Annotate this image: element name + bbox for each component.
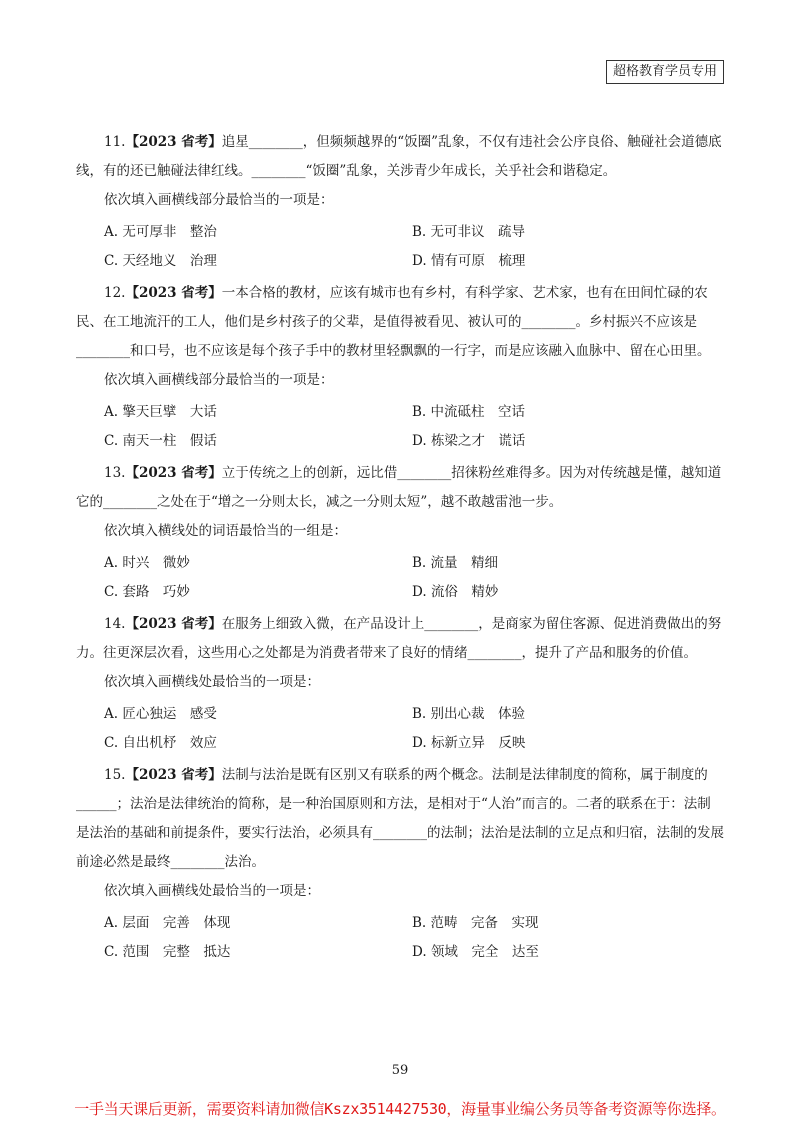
question-number: 14. (104, 616, 126, 632)
option-letter: A. (104, 706, 119, 722)
page-number: 59 (391, 1063, 409, 1078)
question-text: 法制与法治是既有区别又有联系的两个概念。法制是法律制度的简称，属于制度的______；法治是法律统治的简称，是一种治国原则和方法，是相对于“人治”而言的。二者的联系在于：法制是法治的基础和前提条件，要实行法治，必须具有________的法制；法治是法制的立足点和归宿，法制的发展前途必然是最终________法治。 (76, 767, 724, 870)
option-text: 无可厚非 整治 (122, 224, 217, 240)
question-13 (76, 459, 724, 607)
option-text: 无可非议 疏导 (430, 224, 526, 240)
question-prompt: 依次填入画横线部分最恰当的一项是： (104, 192, 334, 208)
option-text: 范围 完整 抵达 (122, 944, 231, 960)
option-d (412, 578, 712, 607)
option-grid (104, 549, 724, 607)
question-tag: 【2023 省考】 (125, 767, 222, 783)
option-text: 匠心独运 感受 (122, 706, 217, 722)
option-text: 套路 巧妙 (122, 584, 190, 600)
question-stem (76, 128, 724, 186)
option-grid (104, 218, 724, 276)
option-a (104, 549, 412, 578)
option-text: 中流砥柱 空话 (430, 404, 526, 420)
option-text: 层面 完善 体现 (122, 915, 231, 931)
question-prompt: 依次填入画横线处最恰当的一项是： (104, 674, 320, 690)
question-stem (76, 279, 724, 366)
option-text: 时兴 微妙 (122, 555, 190, 571)
option-letter: D. (412, 584, 427, 600)
option-letter: C. (104, 944, 119, 960)
question-number: 13. (104, 465, 126, 481)
question-text: 一本合格的教材，应该有城市也有乡村，有科学家、艺术家，也有在田间忙碌的农民、在工地流汗的工人，他们是乡村孩子的父辈，是值得被看见、被认可的________。乡村振兴不应该是________和口号，也不应该是每个孩子手中的教材里轻飘飘的一行字，而是应该融入血脉中、留在心田里。 (76, 285, 711, 359)
question-tag: 【2023 省考】 (125, 616, 222, 632)
option-a (104, 700, 412, 729)
question-stem (76, 459, 724, 517)
option-b (412, 549, 712, 578)
option-grid (104, 909, 724, 967)
option-letter: D. (412, 253, 427, 269)
option-text: 栋梁之才 谎话 (430, 433, 526, 449)
option-letter: B. (412, 224, 427, 240)
option-d (412, 938, 712, 967)
option-letter: B. (412, 404, 427, 420)
option-letter: D. (412, 944, 427, 960)
option-grid (104, 398, 724, 456)
option-letter: A. (104, 555, 119, 571)
option-letter: C. (104, 253, 119, 269)
question-stem (76, 610, 724, 668)
question-text: 在服务上细致入微，在产品设计上________，是商家为留住客源、促进消费做出的努力。往更深层次看，这些用心之处都是为消费者带来了良好的情绪________，提升了产品和服务的价值。 (76, 616, 722, 661)
option-text: 范畴 完备 实现 (430, 915, 539, 931)
question-tag: 【2023 省考】 (125, 134, 222, 150)
option-text: 领域 完全 达至 (430, 944, 539, 960)
option-letter: A. (104, 915, 119, 931)
option-letter: B. (412, 706, 427, 722)
option-letter: C. (104, 433, 119, 449)
question-list (76, 128, 724, 970)
question-text: 追星________，但频频越界的“饭圈”乱象，不仅有违社会公序良俗、触碰社会道德底线，有的还已触碰法律红线。________“饭圈”乱象，关涉青少年成长，关乎社会和谐稳定。 (76, 134, 722, 179)
question-12 (76, 279, 724, 456)
question-number: 15. (104, 767, 126, 783)
option-letter: A. (104, 224, 119, 240)
question-14 (76, 610, 724, 758)
option-b (412, 398, 712, 427)
question-prompt: 依次填入画横线部分最恰当的一项是： (104, 372, 334, 388)
option-letter: B. (412, 555, 427, 571)
option-b (412, 909, 712, 938)
option-c (104, 247, 412, 276)
option-c (104, 729, 412, 758)
exclusive-badge: 超格教育学员专用 (606, 60, 724, 84)
option-a (104, 909, 412, 938)
question-tag: 【2023 省考】 (125, 285, 222, 301)
option-d (412, 427, 712, 456)
option-letter: C. (104, 584, 119, 600)
option-letter: B. (412, 915, 427, 931)
option-letter: D. (412, 735, 427, 751)
option-b (412, 218, 712, 247)
option-text: 擎天巨擘 大话 (122, 404, 217, 420)
option-letter: D. (412, 433, 427, 449)
question-prompt: 依次填入横线处的词语最恰当的一组是： (104, 523, 347, 539)
option-d (412, 247, 712, 276)
option-text: 南天一柱 假话 (122, 433, 217, 449)
question-number: 12. (104, 285, 126, 301)
question-11 (76, 128, 724, 276)
option-text: 流量 精细 (430, 555, 499, 571)
option-a (104, 218, 412, 247)
option-d (412, 729, 712, 758)
option-text: 别出心裁 体验 (430, 706, 526, 722)
question-prompt: 依次填入画横线处最恰当的一项是： (104, 883, 320, 899)
option-c (104, 938, 412, 967)
option-text: 标新立异 反映 (430, 735, 526, 751)
question-stem (76, 761, 724, 877)
option-a (104, 398, 412, 427)
option-b (412, 700, 712, 729)
option-c (104, 578, 412, 607)
option-text: 流俗 精妙 (430, 584, 499, 600)
footer-note: 一手当天课后更新，需要资料请加微信Kszx3514427530，海量事业编公务员等备考资源等你选择。 (74, 1100, 726, 1118)
option-grid (104, 700, 724, 758)
option-letter: C. (104, 735, 119, 751)
question-tag: 【2023 省考】 (125, 465, 222, 481)
option-text: 天经地义 治理 (122, 253, 217, 269)
option-letter: A. (104, 404, 119, 420)
option-text: 自出机杼 效应 (122, 735, 217, 751)
option-c (104, 427, 412, 456)
question-15 (76, 761, 724, 967)
option-text: 情有可原 梳理 (430, 253, 526, 269)
question-text: 立于传统之上的创新，远比借________招徕粉丝难得多。因为对传统越是懂，越知道它的________之处在于“增之一分则太长，减之一分则太短”，越不敢越雷池一步。 (76, 465, 722, 510)
question-number: 11. (104, 134, 126, 150)
